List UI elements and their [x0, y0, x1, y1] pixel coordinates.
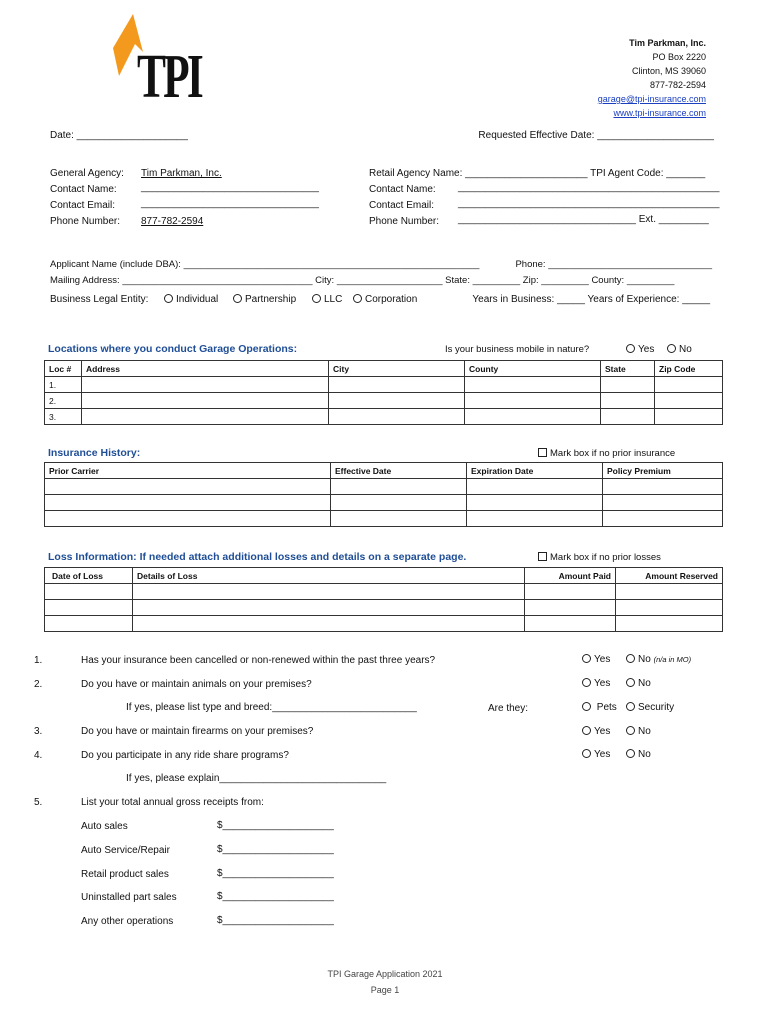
radio-icon [582, 726, 591, 735]
question-1-number: 1. [34, 655, 43, 666]
mobile-no-option[interactable]: No [667, 344, 692, 355]
q2-pets-option[interactable]: Pets [582, 702, 617, 713]
loss-information-table [44, 567, 723, 632]
question-5-number: 5. [34, 797, 43, 808]
radio-icon [626, 749, 635, 758]
locations-table [44, 360, 723, 425]
radio-icon [626, 702, 635, 711]
retail-contact-email-line[interactable]: _______________________________________________ [458, 198, 720, 209]
retail-phone-line[interactable]: ________________________________ Ext. _________ [458, 214, 709, 225]
company-email-link[interactable]: garage@tpi-insurance.com [597, 94, 706, 104]
radio-icon [582, 749, 591, 758]
contact-name-line[interactable]: ________________________________ [141, 182, 319, 193]
receipt-label-uninstalled-parts: Uninstalled part sales [81, 892, 177, 903]
radio-icon [582, 654, 591, 663]
question-5-text: List your total annual gross receipts from: [81, 797, 264, 808]
no-prior-insurance-checkbox[interactable]: Mark box if no prior insurance [538, 448, 675, 459]
column-header: County [465, 361, 601, 377]
receipt-label-auto-sales: Auto sales [81, 821, 128, 832]
footer-form-name: TPI Garage Application 2021 [327, 969, 443, 979]
table-row[interactable] [45, 511, 723, 527]
retail-agency-name-line[interactable]: Retail Agency Name: ______________________ TPI Agent Code: _______ [369, 168, 706, 179]
q3-yes-option[interactable]: Yes [582, 726, 610, 737]
receipt-label-other-operations: Any other operations [81, 916, 174, 927]
question-3-number: 3. [34, 726, 43, 737]
radio-icon [626, 726, 635, 735]
receipt-amount-auto-service[interactable]: $____________________ [217, 844, 334, 855]
question-2-number: 2. [34, 679, 43, 690]
column-header: Expiration Date [467, 463, 603, 479]
mobile-yes-option[interactable]: Yes [626, 344, 654, 355]
retail-contact-name-line[interactable]: _______________________________________________ [458, 182, 720, 193]
q4-yes-option[interactable]: Yes [582, 749, 610, 760]
loss-information-title: Loss Information: If needed attach additional losses and details on a separate page. [48, 551, 467, 563]
radio-icon [626, 678, 635, 687]
table-header-row [45, 568, 723, 584]
table-row[interactable] [45, 495, 723, 511]
question-4-number: 4. [34, 750, 43, 761]
q2-no-option[interactable]: No [626, 678, 651, 689]
company-info [598, 36, 706, 120]
tpi-logo [105, 14, 215, 109]
receipt-label-auto-service: Auto Service/Repair [81, 845, 170, 856]
applicant-name-line[interactable]: Applicant Name (include DBA): ________________________________________________________ [50, 259, 480, 270]
q2-are-they-label: Are they: [488, 703, 529, 714]
column-header: City [329, 361, 465, 377]
column-header: Zip Code [655, 361, 723, 377]
receipt-amount-retail-product[interactable]: $____________________ [217, 868, 334, 879]
checkbox-icon [538, 448, 547, 457]
radio-icon [312, 294, 321, 303]
radio-icon [582, 678, 591, 687]
company-name: Tim Parkman, Inc. [629, 38, 706, 48]
company-phone: 877-782-2594 [649, 80, 706, 90]
question-2-text: Do you have or maintain animals on your premises? [81, 679, 312, 690]
q2-followup-line[interactable]: If yes, please list type and breed:__________________________ [126, 702, 417, 713]
receipt-label-retail-product: Retail product sales [81, 869, 169, 880]
entity-option-individual[interactable]: Individual [164, 294, 218, 305]
table-row[interactable] [45, 616, 723, 632]
q4-no-option[interactable]: No [626, 749, 651, 760]
logo-text: TPI [137, 43, 201, 111]
footer-page-number: Page 1 [370, 985, 400, 995]
insurance-history-title: Insurance History: [48, 447, 141, 459]
receipt-amount-uninstalled-parts[interactable]: $____________________ [217, 891, 334, 902]
receipt-amount-auto-sales[interactable]: $____________________ [217, 820, 334, 831]
column-header: Date of Loss [45, 568, 133, 584]
years-in-business-line[interactable]: Years in Business: _____ Years of Experience: _____ [472, 294, 710, 305]
column-header: Address [82, 361, 329, 377]
q1-note: (n/a in MO) [653, 655, 692, 664]
q2-security-option[interactable]: Security [626, 702, 674, 713]
table-row[interactable] [45, 393, 723, 409]
column-header: Prior Carrier [45, 463, 331, 479]
phone-number-value: 877-782-2594 [141, 216, 204, 227]
table-row[interactable] [45, 409, 723, 425]
general-agency-label: General Agency: [50, 168, 124, 179]
table-header-row [45, 361, 723, 377]
business-entity-label: Business Legal Entity: [50, 294, 149, 305]
q4-followup-line[interactable]: If yes, please explain______________________________ [126, 773, 387, 784]
contact-email-line[interactable]: ________________________________ [141, 198, 319, 209]
requested-effective-date-field[interactable]: Requested Effective Date: _____________________ [478, 130, 714, 141]
radio-icon [233, 294, 242, 303]
contact-email-label: Contact Email: [50, 200, 116, 211]
insurance-history-table [44, 462, 723, 527]
company-po-box: PO Box 2220 [652, 52, 706, 62]
entity-option-corporation[interactable]: Corporation [353, 294, 417, 305]
table-row[interactable] [45, 479, 723, 495]
q2-yes-option[interactable]: Yes [582, 678, 610, 689]
phone-number-label: Phone Number: [50, 216, 121, 227]
column-header: Details of Loss [133, 568, 525, 584]
locations-title: Locations where you conduct Garage Operations: [48, 343, 298, 355]
column-header: State [601, 361, 655, 377]
radio-icon [582, 702, 591, 711]
company-city: Clinton, MS 39060 [631, 66, 706, 76]
radio-icon [353, 294, 362, 303]
mailing-address-line[interactable]: Mailing Address: ____________________________________ City: ____________________ State: _________ Zip: _________ County: _________ [50, 275, 675, 286]
question-1-text: Has your insurance been cancelled or non-renewed within the past three years? [81, 655, 436, 666]
column-header: Amount Reserved [616, 568, 723, 584]
column-header: Amount Paid [525, 568, 616, 584]
column-header: Policy Premium [603, 463, 723, 479]
mobile-question: Is your business mobile in nature? [445, 344, 590, 355]
column-header: Loc # [45, 361, 82, 377]
radio-icon [667, 344, 676, 353]
retail-contact-name-label: Contact Name: [369, 184, 436, 195]
question-3-text: Do you have or maintain firearms on your premises? [81, 726, 314, 737]
q3-no-option[interactable]: No [626, 726, 651, 737]
table-row[interactable] [45, 377, 723, 393]
radio-icon [626, 654, 635, 663]
retail-phone-label: Phone Number: [369, 216, 440, 227]
retail-contact-email-label: Contact Email: [369, 200, 435, 211]
receipt-amount-other-operations[interactable]: $____________________ [217, 915, 334, 926]
date-field[interactable]: Date: ____________________ [50, 130, 188, 141]
checkbox-icon [538, 552, 547, 561]
no-prior-losses-checkbox[interactable]: Mark box if no prior losses [538, 552, 661, 563]
general-agency-value: Tim Parkman, Inc. [141, 168, 222, 179]
radio-icon [626, 344, 635, 353]
column-header: Effective Date [331, 463, 467, 479]
table-row[interactable] [45, 600, 723, 616]
row-number: 1. [45, 377, 82, 393]
radio-icon [164, 294, 173, 303]
contact-name-label: Contact Name: [50, 184, 117, 195]
question-4-text: Do you participate in any ride share programs? [81, 750, 289, 761]
q1-yes-option[interactable]: Yes [582, 654, 610, 665]
entity-option-partnership[interactable]: Partnership [233, 294, 296, 305]
table-row[interactable] [45, 584, 723, 600]
table-header-row [45, 463, 723, 479]
row-number: 3. [45, 409, 82, 425]
company-website-link[interactable]: www.tpi-insurance.com [613, 108, 706, 118]
entity-option-llc[interactable]: LLC [312, 294, 342, 305]
q1-no-option[interactable]: No (n/a in MO) [626, 654, 691, 665]
row-number: 2. [45, 393, 82, 409]
applicant-phone-line[interactable]: Phone: _______________________________ [515, 259, 712, 270]
